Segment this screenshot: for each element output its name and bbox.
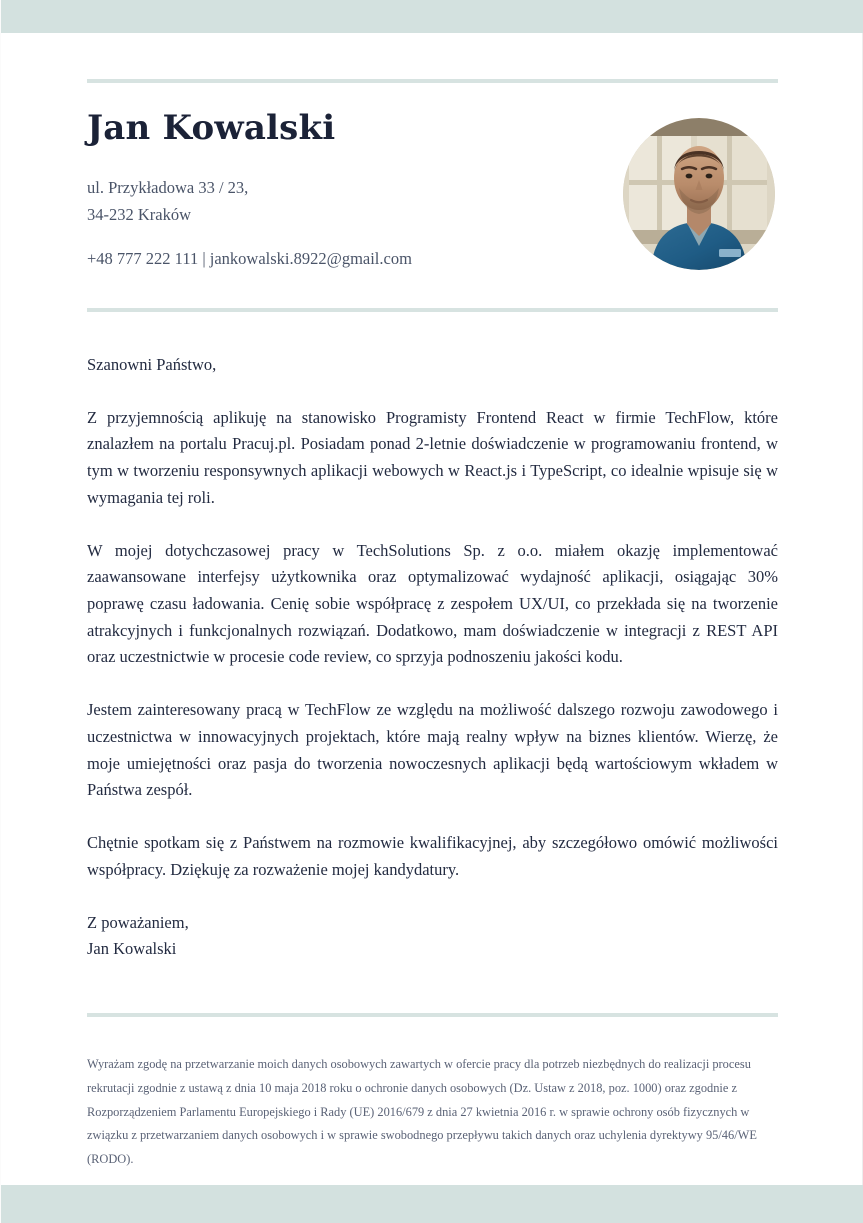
salutation: Szanowni Państwo, bbox=[87, 355, 217, 374]
signature-name: Jan Kowalski bbox=[87, 939, 177, 959]
address-line-1: ul. Przykładowa 33 / 23, bbox=[87, 178, 249, 198]
top-accent-band bbox=[1, 0, 863, 33]
header-divider-top bbox=[87, 79, 778, 83]
avatar bbox=[623, 118, 775, 270]
gdpr-consent-text: Wyrażam zgodę na przetwarzanie moich danych osobowych zawartych w ofercie pracy dla potrzeb niezbędnych do realizacji procesu rekrutacji zgodnie z ustawą z dnia 10 maja 2018 roku o ochronie danych osobowych (Dz. Ustaw z 2018, poz. 1000) oraz zgodnie z Rozporządzeniem Parlamentu Europejskiego i Rady (UE) 2016/679 z dnia 27 kwietnia 2016 r. w sprawie ochrony osób fizycznych w związku z przetwarzaniem danych osobowych i w sprawie swobodnego przepływu takich danych oraz uchylenia dyrektywy 95/46/WE (RODO). bbox=[87, 1057, 757, 1167]
paragraph-4: Chętnie spotkam się z Państwem na rozmowie kwalifikacyjnej, aby szczegółowo omówić możliwości współpracy. Dziękuję za rozważenie mojej kandydatury. bbox=[87, 833, 778, 879]
paragraph-1: Z przyjemnością aplikuję na stanowisko Programisty Frontend React w firmie TechFlow, które znalazłem na portalu Pracuj.pl. Posiadam ponad 2-letnie doświadczenie w programowaniu frontend, w tym w tworzeniu responsywnych aplikacji webowych w React.js i TypeScript, co idealnie wpisuje się w wymagania tej roli. bbox=[87, 407, 778, 507]
closing-block bbox=[87, 910, 778, 963]
footer-divider bbox=[87, 1013, 778, 1017]
phone-email-line: +48 777 222 111 | jankowalski.8922@gmail.com bbox=[87, 248, 412, 268]
letter-body bbox=[87, 352, 778, 963]
bottom-accent-band bbox=[1, 1185, 863, 1223]
portrait-photo-icon bbox=[623, 118, 775, 270]
header-divider-bottom bbox=[87, 308, 778, 312]
paragraph-3: Jestem zainteresowany pracą w TechFlow ze względu na możliwość dalszego rozwoju zawodowego i uczestnictwa w innowacyjnych projektach, które mają realny wpływ na biznes klientów. Wierzę, że moje umiejętności oraz pasja do tworzenia nowoczesnych aplikacji będą wartościowym wkładem w Państwa zespół. bbox=[87, 700, 778, 800]
closing-line: Z poważaniem, bbox=[87, 912, 189, 932]
page-title: Jan Kowalski bbox=[87, 108, 336, 148]
paragraph-2: W mojej dotychczasowej pracy w TechSolutions Sp. z o.o. miałem okazję implementować zaawansowane interfejsy użytkownika oraz optymalizować wydajność aplikacji, osiągając 30% poprawę czasu ładowania. Cenię sobie współpracę z zespołem UX/UI, co przekłada się na tworzenie atrakcyjnych i funkcjonalnych rozwiązań. Dodatkowo, mam doświadczenie w integracji z REST API oraz uczestnictwie w procesie code review, co sprzyja podnoszeniu jakości kodu. bbox=[87, 540, 778, 667]
address-line-2: 34-232 Kraków bbox=[87, 204, 192, 224]
